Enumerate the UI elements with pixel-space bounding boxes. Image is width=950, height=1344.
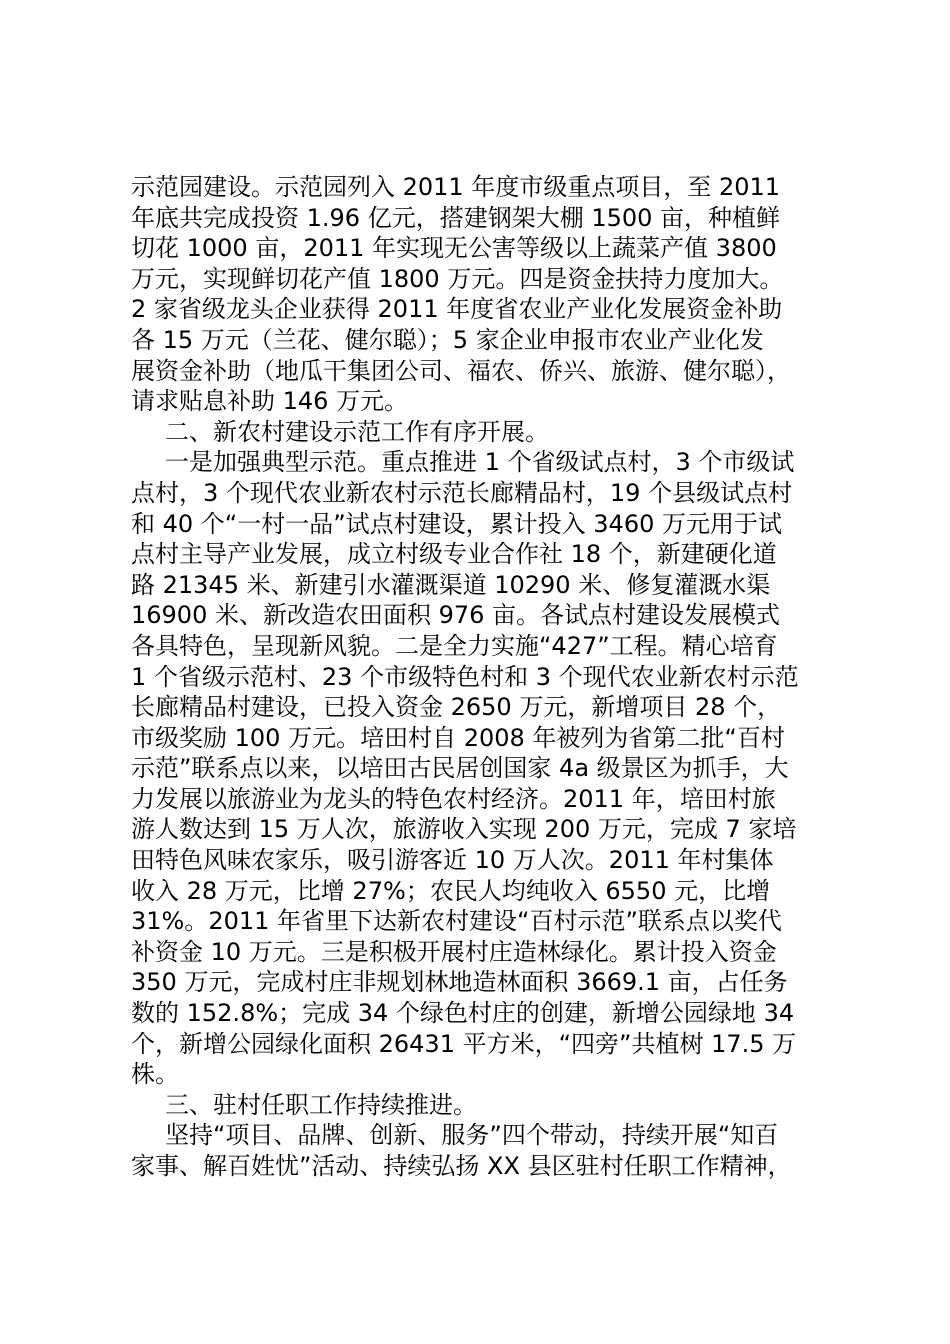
text-line: 万元，实现鲜切花产值 1800 万元。四是资金扶持力度加大。 — [131, 264, 784, 293]
text-line: 补资金 10 万元。三是积极开展村庄造林绿化。累计投入资金 — [131, 937, 777, 966]
text-line: 长廊精品村建设，已投入资金 2650 万元，新增项目 28 个， — [131, 693, 782, 722]
text-line: 田特色风味农家乐，吸引游客近 10 万人次。2011 年村集体 — [131, 846, 774, 875]
text-line: 2 家省级龙头企业获得 2011 年度省农业产业化发展资金补助 — [131, 295, 783, 324]
text-line: 示范园建设。示范园列入 2011 年度市级重点项目，至 2011 — [131, 173, 781, 201]
text-line: 各 15 万元（兰花、健尔聪）；5 家企业申报市农业产业化发 — [131, 325, 764, 354]
section-heading: 三、驻村任职工作持续推进。 — [165, 1090, 477, 1119]
text-line: 收入 28 万元，比增 27%；农民人均纯收入 6550 元，比增 — [131, 876, 771, 905]
text-line: 力发展以旅游业为龙头的特色农村经济。2011 年，培田村旅 — [131, 784, 776, 813]
section-heading: 二、新农村建设示范工作有序开展。 — [165, 417, 549, 446]
text-line: 家事、解百姓忧”活动、持续弘扬 XX 县区驻村任职工作精神， — [131, 1152, 792, 1180]
text-line: 个，新增公园绿化面积 26431 平方米，“四旁”共植树 17.5 万 — [131, 1029, 797, 1058]
text-line: 数的 152.8%；完成 34 个绿色村庄的创建，新增公园绿地 34 — [131, 999, 795, 1028]
text-line: 年底共完成投资 1.96 亿元，搭建钢架大棚 1500 亩，种植鲜 — [131, 203, 781, 232]
text-line: 路 21345 米、新建引水灌溉渠道 10290 米、修复灌溉水渠 — [131, 570, 771, 599]
text-line: 展资金补助（地瓜干集团公司、福农、侨兴、旅游、健尔聪）， — [131, 356, 791, 385]
text-line: 示范”联系点以来，以培田古民居创国家 4a 级景区为抓手，大 — [131, 754, 789, 783]
text-line: 350 万元，完成村庄非规划林地造林面积 3669.1 亩，占任务 — [131, 968, 788, 997]
text-line: 切花 1000 亩，2011 年实现无公害等级以上蔬菜产值 3800 — [131, 234, 777, 263]
text-line: 游人数达到 15 万人次，旅游收入实现 200 万元，完成 7 家培 — [131, 815, 797, 844]
text-line: 1 个省级示范村、23 个市级特色村和 3 个现代农业新农村示范 — [131, 662, 799, 691]
text-line: 坚持“项目、品牌、创新、服务”四个带动，持续开展“知百 — [165, 1121, 779, 1150]
text-line: 请求贴息补助 146 万元。 — [131, 387, 409, 416]
text-line: 株。 — [131, 1060, 179, 1089]
document-body — [131, 172, 831, 1182]
text-line: 各具特色，呈现新风貌。二是全力实施“427”工程。精心培育 — [131, 631, 778, 660]
text-line: 16900 米、新改造农田面积 976 亩。各试点村建设发展模式 — [131, 601, 781, 630]
text-line: 一是加强典型示范。重点推进 1 个省级试点村，3 个市级试 — [165, 448, 795, 477]
text-line: 市级奖励 100 万元。培田村自 2008 年被列为省第二批“百村 — [131, 723, 785, 752]
text-line: 点村，3 个现代农业新农村示范长廊精品村，19 个县级试点村 — [131, 478, 793, 507]
text-line: 和 40 个“一村一品”试点村建设，累计投入 3460 万元用于试 — [131, 509, 782, 538]
text-line: 31%。2011 年省里下达新农村建设“百村示范”联系点以奖代 — [131, 907, 782, 936]
text-line: 点村主导产业发展，成立村级专业合作社 18 个，新建硬化道 — [131, 540, 777, 569]
